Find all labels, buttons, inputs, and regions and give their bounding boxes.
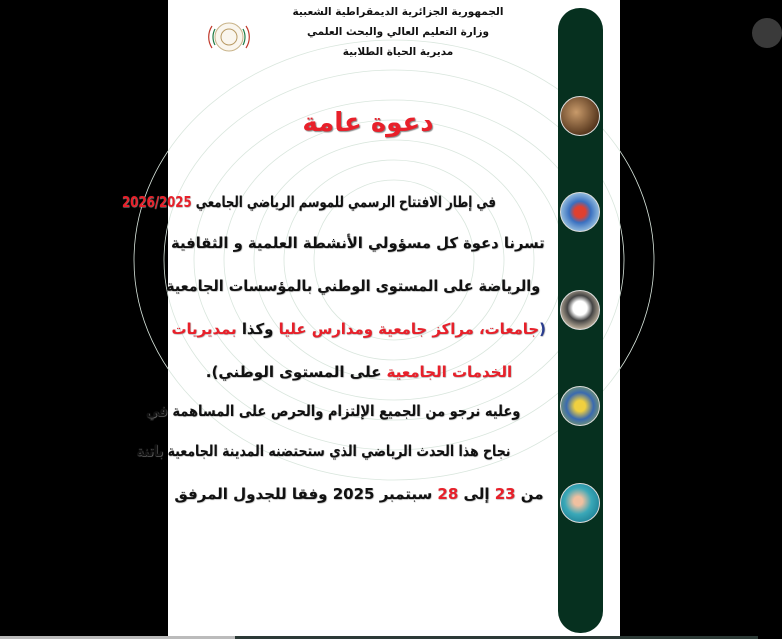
- start-day: 23: [494, 485, 516, 503]
- line-content: وعليه نرجو من الجميع الإلتزام والحرص على المساهمة في: [145, 402, 520, 420]
- line-content: والرياضة على المستوى الوطني بالمؤسسات الجامعية: [165, 277, 540, 295]
- body-line-5: [170, 363, 548, 381]
- poster-image: [122, 0, 620, 636]
- body-line-8: [170, 485, 548, 503]
- ministry-logo: [204, 12, 254, 62]
- text: الخدمات الجامعية: [386, 363, 513, 381]
- header-line-republic: الجمهورية الجزائرية الديمقراطية الشعبية: [292, 6, 504, 18]
- karate-photo: [560, 290, 600, 330]
- body-line-3: [165, 277, 548, 295]
- swimming-photo: [560, 483, 600, 523]
- end-day: 28: [437, 485, 459, 503]
- poster-title: دعوة عامة: [302, 108, 434, 138]
- season-year: 2026/2025: [122, 193, 192, 211]
- body-line-2: [170, 234, 548, 252]
- viewer-side-button[interactable]: [752, 18, 782, 48]
- text: من: [515, 485, 544, 503]
- text: وكذا: [236, 320, 279, 338]
- open-paren: (: [539, 320, 547, 338]
- header-line-directorate: مديرية الحياة الطلابية: [342, 46, 454, 58]
- line-content: نجاح هذا الحدث الرياضي الذي ستحتضنه المدينة الجامعية باتنة: [136, 442, 511, 460]
- text: بمديريات: [171, 320, 237, 338]
- chess-photo: [560, 96, 600, 136]
- handball-photo: [560, 386, 600, 426]
- text: في إطار الافتتاح الرسمي للموسم الرياضي الجامعي: [191, 193, 497, 211]
- body-line-7: [136, 442, 548, 460]
- background-wave-pattern: [165, 0, 620, 636]
- text: جامعات، مراكز جامعية ومدارس عليا: [278, 320, 540, 338]
- line-content: [206, 363, 512, 381]
- text: على المستوى الوطني: [218, 363, 387, 381]
- text: إلى: [458, 485, 495, 503]
- line-content: تسرنا دعوة كل مسؤولي الأنشطة العلمية و الثقافية: [171, 234, 546, 252]
- line-content: [172, 320, 546, 338]
- header-line-ministry: وزارة التعليم العالي والبحث العلمي: [306, 26, 490, 38]
- body-line-6: [145, 402, 548, 420]
- boxing-photo: [560, 192, 600, 232]
- close-paren: ).: [205, 363, 219, 381]
- body-line-1: [122, 193, 548, 211]
- line-content: [174, 485, 543, 503]
- line-content: [122, 193, 496, 211]
- text: سبتمبر 2025 وفقا للجدول المرفق: [174, 485, 438, 503]
- body-line-4: [170, 320, 548, 338]
